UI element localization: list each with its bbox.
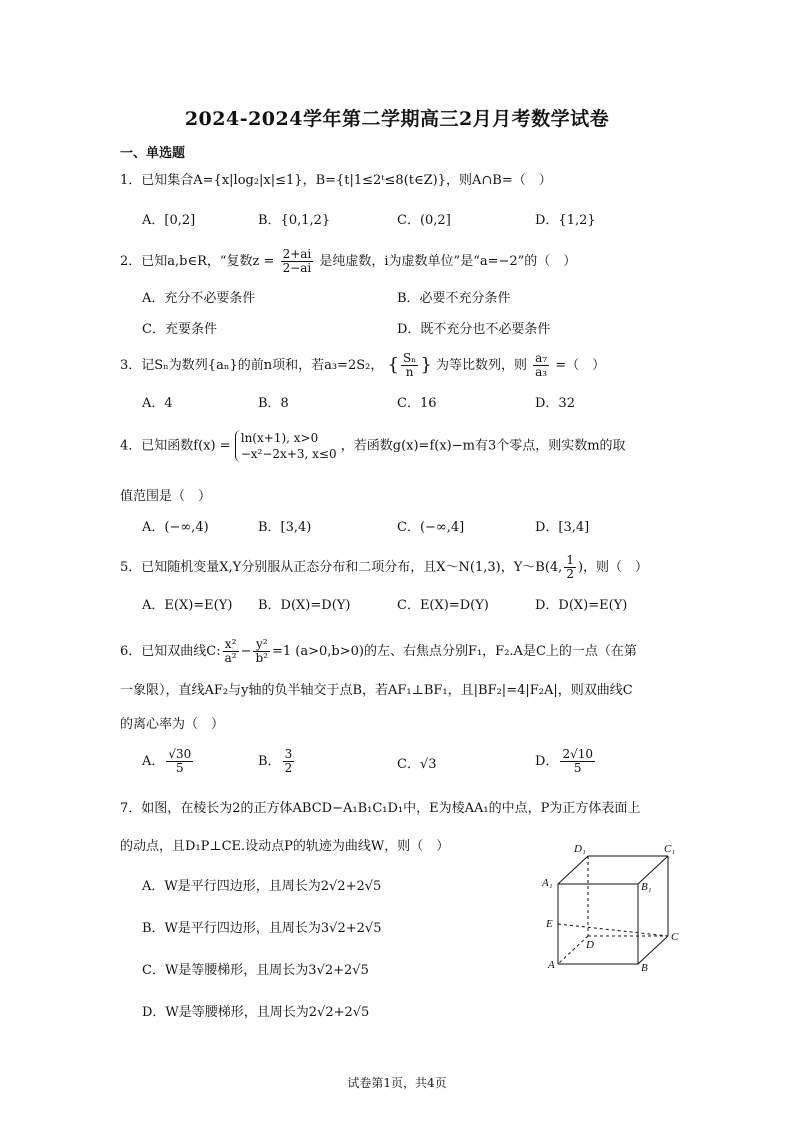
- q4-option-a: A．(−∞,4): [142, 520, 209, 535]
- q6-b-den: 2: [284, 761, 293, 775]
- question-4-stem-continued: 值范围是（ ）: [120, 489, 212, 504]
- question-6-stem: [120, 638, 680, 665]
- q6-option-d: [535, 748, 597, 775]
- paper-title: 2024-2024学年第二学期高三2月月考数学试卷: [184, 108, 610, 130]
- q6-option-a: [142, 748, 195, 775]
- question-3-stem: [120, 352, 680, 379]
- q4-option-b: B．[3,4): [258, 520, 312, 535]
- q5-frac-num: 1: [566, 553, 574, 567]
- q4-stem-pre: 4．已知函数f(x) =: [120, 438, 231, 454]
- q6-stem-pre: 6．已知双曲线C:: [120, 644, 221, 659]
- q4-stem-post: ，若函数g(x)=f(x)−m有3个零点，则实数m的取: [340, 438, 626, 454]
- segment-e-c: [558, 924, 668, 936]
- q3-ratio-fraction: [533, 352, 549, 379]
- q3-left-brace: {: [387, 354, 399, 376]
- q1-option-a: A．[0,2]: [142, 213, 196, 228]
- q7-option-c: C．W是等腰梯形，且周长为3√2+2√5: [142, 963, 369, 978]
- q4-option-d: D．[3,4]: [535, 520, 590, 535]
- question-2-stem: [120, 248, 680, 275]
- label-d1: D₁: [574, 843, 586, 855]
- q3-ratio-den: a₃: [535, 365, 548, 379]
- q6-y-den: b²: [255, 651, 268, 665]
- edge-c-b: [638, 936, 668, 964]
- q6-option-c: C．√3: [397, 757, 437, 772]
- q3-set-num: Sₙ: [402, 351, 417, 365]
- label-a1: A₁: [542, 877, 553, 889]
- q2-frac-den: 2−ai: [282, 261, 312, 275]
- q6-stem-post: =1 (a>0,b>0)的左、右焦点分别F₁，F₂.A是C上的一点（在第: [271, 644, 637, 659]
- q6-a-den: 5: [176, 761, 184, 775]
- q2-stem-post: 是纯虚数，i为虚数单位”是“a=−2”的（ ）: [319, 254, 577, 269]
- section-heading: 一、单选题: [120, 146, 186, 161]
- page-footer: 试卷第1页，共4页: [347, 1076, 447, 1090]
- q2-frac-num: 2+ai: [282, 247, 312, 261]
- q7-option-d: D．W是等腰梯形，且周长为2√2+2√5: [142, 1005, 370, 1020]
- q1-option-d: D．{1,2}: [535, 213, 596, 228]
- edge-c1-b1: [638, 856, 668, 884]
- q6-d-label: D．: [535, 754, 559, 769]
- question-7-line-1: 7．如图，在棱长为2的正方体ABCD−A₁B₁C₁D₁中，E为棱AA₁的中点，P为正方体表面上: [120, 801, 641, 816]
- q4-piecewise: [235, 430, 337, 462]
- q3-set-den: n: [405, 365, 414, 379]
- q6-option-b: [258, 748, 296, 775]
- label-d: D: [586, 939, 594, 951]
- label-a: A: [548, 959, 555, 971]
- q3-stem-pre: 3．记Sₙ为数列{aₙ}的前n项和，若a₃=2S₂，: [120, 358, 384, 373]
- question-7-line-2: 的动点，且D₁P⊥CE.设动点P的轨迹为曲线W，则（ ）: [120, 839, 450, 854]
- q2-fraction: [281, 248, 314, 275]
- q3-set-fraction: [401, 352, 418, 379]
- q2-option-d: D．既不充分也不必要条件: [397, 322, 551, 337]
- q6-a-label: A．: [142, 754, 165, 769]
- q4-case-2: −x²−2x+3, x≤0: [240, 447, 337, 461]
- q2-option-b: B．必要不充分条件: [397, 291, 511, 306]
- question-1-stem: 1．已知集合A={x|log₂|x|≤1}，B={t|1≤2ᵗ≤8(t∈Z)}，则A∩B=（ ）: [120, 173, 552, 188]
- edge-d-a: [558, 936, 588, 964]
- q3-option-b: B．8: [258, 396, 289, 411]
- q5-option-a: A．E(X)=E(Y): [142, 598, 233, 613]
- q5-option-d: D．D(X)=E(Y): [535, 598, 628, 613]
- q6-y-fraction: [253, 638, 270, 665]
- q3-option-a: A．4: [142, 396, 173, 411]
- q6-b-fraction: [283, 748, 295, 775]
- q6-a-fraction: [166, 748, 193, 775]
- label-c1: C₁: [664, 843, 676, 855]
- q6-a-num: √30: [168, 747, 192, 761]
- q2-option-a: A．充分不必要条件: [142, 291, 256, 306]
- label-b1: B₁: [641, 881, 652, 893]
- label-e: E: [546, 918, 553, 930]
- q4-case-1: ln(x+1), x>0: [240, 431, 319, 445]
- question-6-line-2: 一象限），直线AF₂与y轴的负半轴交于点B，若AF₁⊥BF₁，且|BF₂|=4|F₂A|，则双曲线C: [120, 683, 633, 698]
- q1-option-c: C．(0,2]: [397, 213, 451, 228]
- q3-option-c: C．16: [397, 396, 437, 411]
- q3-stem-mid: 为等比数列，则: [435, 358, 527, 373]
- q5-option-b: B．D(X)=D(Y): [258, 598, 351, 613]
- q2-option-c: C．充要条件: [142, 322, 217, 337]
- q2-stem-pre: 2．已知a,b∈R，“复数z =: [120, 254, 275, 269]
- q3-option-d: D．32: [535, 396, 575, 411]
- q5-stem-post: )，则（ ）: [577, 560, 649, 575]
- q6-x-num: x²: [223, 638, 239, 652]
- q6-d-num: 2√10: [562, 747, 593, 761]
- q1-option-b: B．{0,1,2}: [258, 213, 331, 228]
- q6-b-num: 3: [284, 747, 293, 761]
- q5-option-c: C．E(X)=D(Y): [397, 598, 489, 613]
- q6-minus: −: [240, 644, 252, 659]
- q6-d-den: 5: [573, 761, 582, 775]
- question-4-stem: [120, 430, 680, 462]
- cube-figure: [540, 838, 690, 978]
- q7-option-a: A．W是平行四边形，且周长为2√2+2√5: [142, 879, 382, 894]
- q7-option-b: B．W是平行四边形，且周长为3√2+2√5: [142, 921, 382, 936]
- q3-right-brace: }: [420, 354, 432, 376]
- edge-a1-d1: [558, 856, 588, 884]
- q5-stem-pre: 5．已知随机变量X,Y分别服从正态分布和二项分布，且X～N(1,3)，Y～B(4,: [120, 560, 563, 575]
- q6-x-fraction: [223, 638, 239, 665]
- label-c: C: [671, 931, 679, 943]
- q6-x-den: a²: [224, 651, 237, 665]
- q6-y-num: y²: [253, 638, 270, 652]
- q4-option-c: C．(−∞,4]: [397, 520, 465, 535]
- q5-fraction: [564, 554, 576, 581]
- q6-b-label: B．: [258, 754, 281, 769]
- q3-stem-post: =（ ）: [555, 358, 606, 373]
- question-5-stem: [120, 554, 680, 581]
- q3-ratio-num: a₇: [535, 351, 548, 365]
- q5-frac-den: 2: [566, 567, 574, 581]
- label-b: B: [641, 962, 648, 974]
- q6-d-fraction: [560, 748, 595, 775]
- question-6-line-3: 的离心率为（ ）: [120, 717, 225, 732]
